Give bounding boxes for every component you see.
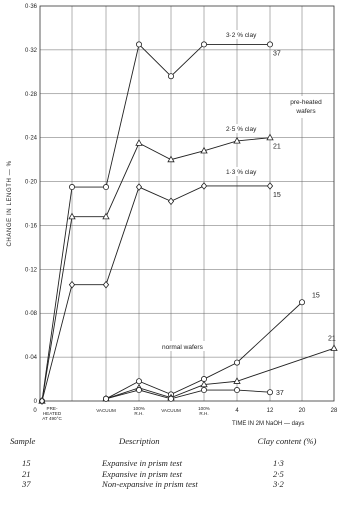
table-row bbox=[0, 458, 341, 469]
header-clay-content: Clay content (%) bbox=[257, 436, 317, 446]
group-annotation: normal wafers bbox=[162, 344, 203, 351]
sample-table bbox=[0, 436, 341, 490]
y-tick-label: 0 bbox=[33, 399, 37, 405]
data-point bbox=[136, 140, 142, 145]
x-axis-label: TIME IN 2M NaOH — days bbox=[232, 421, 305, 427]
series-annotation: 3·2 % clay bbox=[226, 32, 257, 39]
data-point bbox=[331, 345, 337, 350]
data-point bbox=[201, 42, 206, 47]
data-point bbox=[69, 213, 75, 218]
x-stage-label: PRE- bbox=[46, 406, 58, 411]
y-tick-label: 0·16 bbox=[24, 223, 37, 230]
y-tick-label: 0·32 bbox=[24, 47, 37, 54]
data-point bbox=[136, 184, 141, 190]
sample-cell: 21 bbox=[22, 468, 31, 479]
x-stage-label: VACUUM bbox=[161, 408, 181, 413]
data-point bbox=[168, 74, 173, 79]
series-end-label: 21 bbox=[273, 143, 281, 151]
series-end-label: 37 bbox=[273, 50, 281, 58]
series-end-label: 37 bbox=[276, 390, 284, 398]
header-description: Description bbox=[119, 436, 160, 446]
data-point bbox=[69, 184, 74, 189]
y-tick-label: 0·36 bbox=[24, 4, 37, 10]
data-point bbox=[103, 213, 109, 218]
series-end-label: 21 bbox=[328, 335, 336, 343]
x-zero-label: 0 bbox=[33, 408, 37, 414]
x-tick-label: 4 bbox=[235, 408, 239, 414]
description-cell: Non-expansive in prism test bbox=[102, 479, 198, 489]
data-point bbox=[267, 183, 272, 189]
y-tick-label: 0·08 bbox=[24, 311, 37, 318]
y-tick-label: 0·20 bbox=[24, 179, 37, 186]
data-point bbox=[136, 387, 141, 392]
data-point bbox=[103, 396, 108, 401]
data-point bbox=[267, 42, 272, 47]
x-tick-label: 20 bbox=[298, 408, 306, 414]
header-sample: Sample bbox=[10, 436, 36, 446]
data-point bbox=[168, 396, 173, 401]
data-point bbox=[136, 379, 141, 384]
y-tick-label: 0·28 bbox=[24, 91, 37, 98]
y-tick-label: 0·12 bbox=[24, 267, 37, 274]
series-line-pre-heated-15 bbox=[42, 186, 270, 401]
sample-cell: 37 bbox=[22, 479, 31, 489]
x-stage-label: R.H. bbox=[199, 411, 209, 416]
y-tick-label: 0·24 bbox=[24, 135, 37, 142]
data-point bbox=[168, 198, 173, 204]
data-point bbox=[234, 360, 239, 365]
series-annotation: 2·5 % clay bbox=[226, 126, 257, 133]
series-end-label: 15 bbox=[273, 191, 281, 199]
series-annotation: 1·3 % clay bbox=[226, 169, 257, 176]
data-point bbox=[103, 281, 108, 287]
sample-cell: 15 bbox=[22, 458, 31, 468]
clay-cell: 3·2 bbox=[273, 479, 284, 489]
data-point bbox=[103, 184, 108, 189]
data-point bbox=[267, 390, 272, 395]
group-annotation: pre-heated bbox=[290, 99, 322, 106]
data-point bbox=[299, 300, 304, 305]
clay-cell: 1·3 bbox=[273, 458, 284, 468]
table-row bbox=[0, 479, 341, 490]
data-point bbox=[234, 387, 239, 392]
series-end-label: 15 bbox=[312, 292, 320, 300]
x-stage-label: HEATED bbox=[42, 411, 62, 416]
data-point bbox=[267, 134, 273, 139]
y-axis-label: CHANGE IN LENGTH — % bbox=[7, 160, 13, 247]
description-cell: Expansive in prism test bbox=[102, 458, 182, 468]
x-stage-label: 100% bbox=[133, 406, 145, 411]
table-row bbox=[0, 469, 341, 480]
x-tick-label: 28 bbox=[330, 408, 338, 414]
table-header-row bbox=[0, 436, 341, 458]
x-tick-label: 12 bbox=[266, 408, 274, 414]
x-stage-label: AT 490°C bbox=[42, 416, 62, 421]
data-point bbox=[69, 281, 74, 287]
x-stage-label: VACUUM bbox=[96, 408, 116, 413]
x-stage-label: 100% bbox=[198, 406, 210, 411]
data-point bbox=[136, 42, 141, 47]
group-annotation: wafers bbox=[296, 108, 316, 115]
y-tick-label: 0·04 bbox=[24, 355, 37, 362]
data-point bbox=[201, 183, 206, 189]
series-line-pre-heated-37 bbox=[42, 44, 270, 401]
data-point bbox=[201, 387, 206, 392]
description-cell: Expansive in prism test bbox=[102, 468, 182, 479]
clay-cell: 2·5 bbox=[273, 468, 284, 479]
x-stage-label: R.H. bbox=[134, 411, 144, 416]
